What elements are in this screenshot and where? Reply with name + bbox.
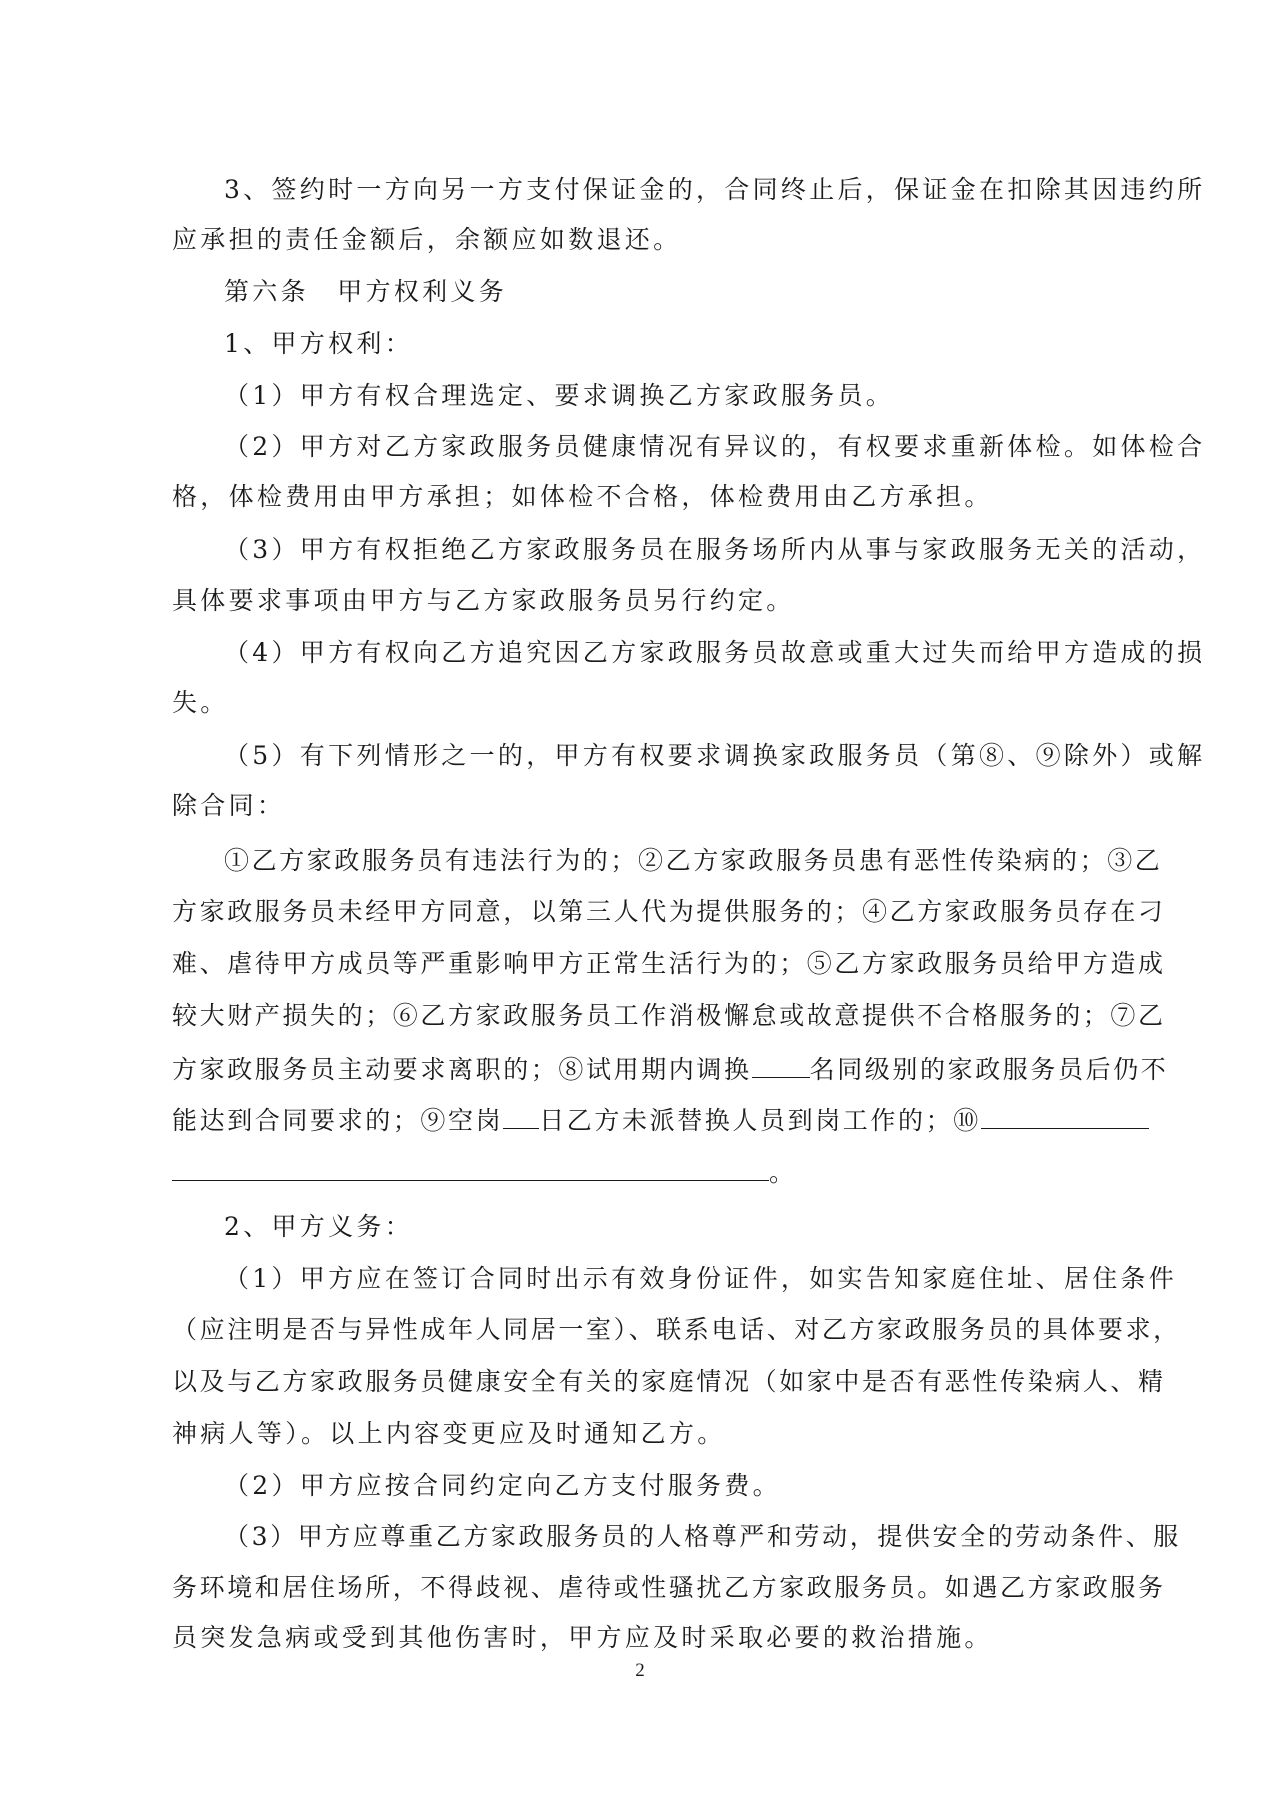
text-segment: 。 xyxy=(769,1158,798,1187)
text-line: 神病人等）。以上内容变更应及时通知乙方。 xyxy=(172,1419,726,1448)
text-line: （3）甲方应尊重乙方家政服务员的人格尊严和劳动，提供安全的劳动条件、服 xyxy=(224,1522,1181,1551)
text-line: 格，体检费用由甲方承担；如体检不合格，体检费用由乙方承担。 xyxy=(172,482,993,511)
text-line: （1）甲方应在签订合同时出示有效身份证件，如实告知家庭住址、居住条件 xyxy=(224,1264,1178,1293)
text-line xyxy=(172,1102,1149,1138)
text-line: （应注明是否与异性成年人同居一室）、联系电话、对乙方家政服务员的具体要求， xyxy=(172,1315,1181,1344)
text-line: （3）甲方有权拒绝乙方家政服务员在服务场所内从事与家政服务无关的活动， xyxy=(224,535,1206,564)
fill-blank xyxy=(752,1051,810,1078)
text-line xyxy=(172,1051,1168,1087)
section-heading: 第六条 甲方权利义务 xyxy=(224,277,508,306)
text-line: （2）甲方应按合同约定向乙方支付服务费。 xyxy=(224,1471,781,1500)
subsection-heading: 2、甲方义务： xyxy=(224,1212,414,1241)
text-line: （2）甲方对乙方家政服务员健康情况有异议的，有权要求重新体检。如体检合 xyxy=(224,432,1206,461)
text-line: 务环境和居住场所，不得歧视、虐待或性骚扰乙方家政服务员。如遇乙方家政服务 xyxy=(172,1573,1166,1602)
text-line: 较大财产损失的；⑥乙方家政服务员工作消极懈怠或故意提供不合格服务的；⑦乙 xyxy=(172,1001,1166,1030)
text-line: ①乙方家政服务员有违法行为的；②乙方家政服务员患有恶性传染病的；③乙 xyxy=(224,846,1163,875)
page-number: 2 xyxy=(635,1660,645,1681)
subsection-heading: 1、甲方权利： xyxy=(224,329,414,358)
text-line: 员突发急病或受到其他伤害时，甲方应及时采取必要的救治措施。 xyxy=(172,1623,993,1652)
fill-blank xyxy=(172,1154,769,1181)
text-segment: 日乙方未派替换人员到岗工作的；⑩ xyxy=(539,1106,981,1135)
fill-blank xyxy=(503,1102,539,1129)
text-line: 失。 xyxy=(172,688,229,717)
text-segment: 方家政服务员主动要求离职的；⑧试用期内调换 xyxy=(172,1055,752,1084)
text-segment: 能达到合同要求的；⑨空岗 xyxy=(172,1106,504,1135)
text-line: （4）甲方有权向乙方追究因乙方家政服务员故意或重大过失而给甲方造成的损 xyxy=(224,638,1206,667)
text-line: 具体要求事项由甲方与乙方家政服务员另行约定。 xyxy=(172,586,795,615)
text-line: （5）有下列情形之一的，甲方有权要求调换家政服务员（第⑧、⑨除外）或解 xyxy=(224,741,1206,770)
text-segment: 名同级别的家政服务员后仍不 xyxy=(809,1055,1169,1084)
text-line: 除合同： xyxy=(172,791,286,820)
text-line: 以及与乙方家政服务员健康安全有关的家庭情况（如家中是否有恶性传染病人、精 xyxy=(172,1367,1166,1396)
text-line xyxy=(172,1154,797,1190)
text-line: 方家政服务员未经甲方同意，以第三人代为提供服务的；④乙方家政服务员存在刁 xyxy=(172,897,1166,926)
fill-blank xyxy=(981,1102,1149,1129)
text-line: 3、签约时一方向另一方支付保证金的，合同终止后，保证金在扣除其因违约所 xyxy=(224,175,1206,204)
text-line: 应承担的责任金额后，余额应如数退还。 xyxy=(172,225,682,254)
text-line: （1）甲方有权合理选定、要求调换乙方家政服务员。 xyxy=(224,381,895,410)
text-line: 难、虐待甲方成员等严重影响甲方正常生活行为的；⑤乙方家政服务员给甲方造成 xyxy=(172,949,1166,978)
